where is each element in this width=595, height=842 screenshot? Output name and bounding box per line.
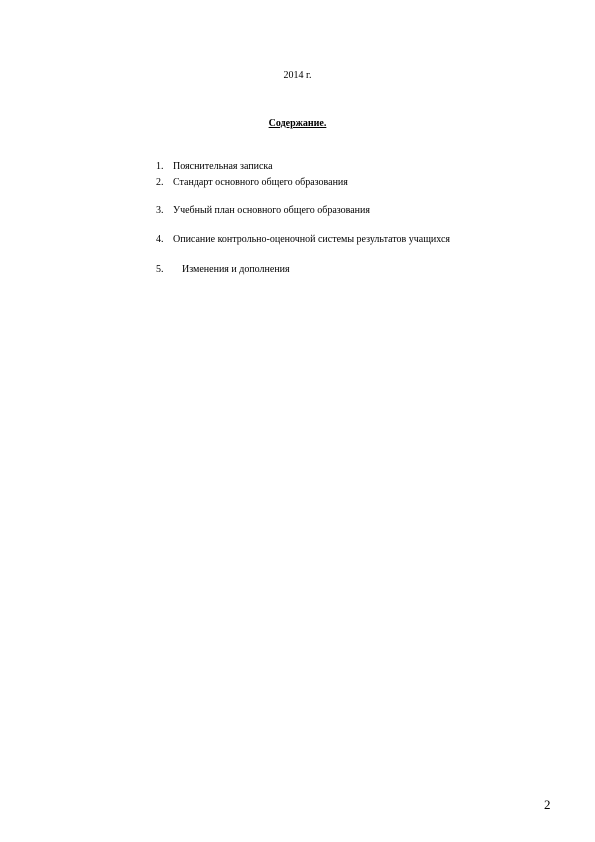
toc-item-number: 4. (156, 234, 164, 245)
page-number: 2 (544, 797, 551, 812)
toc-item-5 (156, 264, 290, 275)
toc-item-number: 2. (156, 177, 164, 188)
toc-item-text: Описание контрольно-оценочной системы результатов учащихся (173, 234, 450, 245)
toc-item-text: Изменения и дополнения (182, 264, 290, 275)
toc-item-number: 3. (156, 205, 164, 216)
year-label: 2014 г. (283, 70, 312, 81)
toc-item-4 (156, 234, 450, 245)
toc-item-number: 5. (156, 264, 164, 275)
toc-item-3 (156, 205, 370, 216)
toc-item-number: 1. (156, 161, 164, 172)
toc-item-1 (156, 161, 273, 172)
toc-item-text: Пояснительная записка (173, 161, 273, 172)
toc-item-2 (156, 177, 348, 188)
toc-item-text: Учебный план основного общего образования (173, 205, 370, 216)
toc-item-text: Стандарт основного общего образования (173, 177, 348, 188)
toc-title: Содержание. (268, 118, 327, 129)
